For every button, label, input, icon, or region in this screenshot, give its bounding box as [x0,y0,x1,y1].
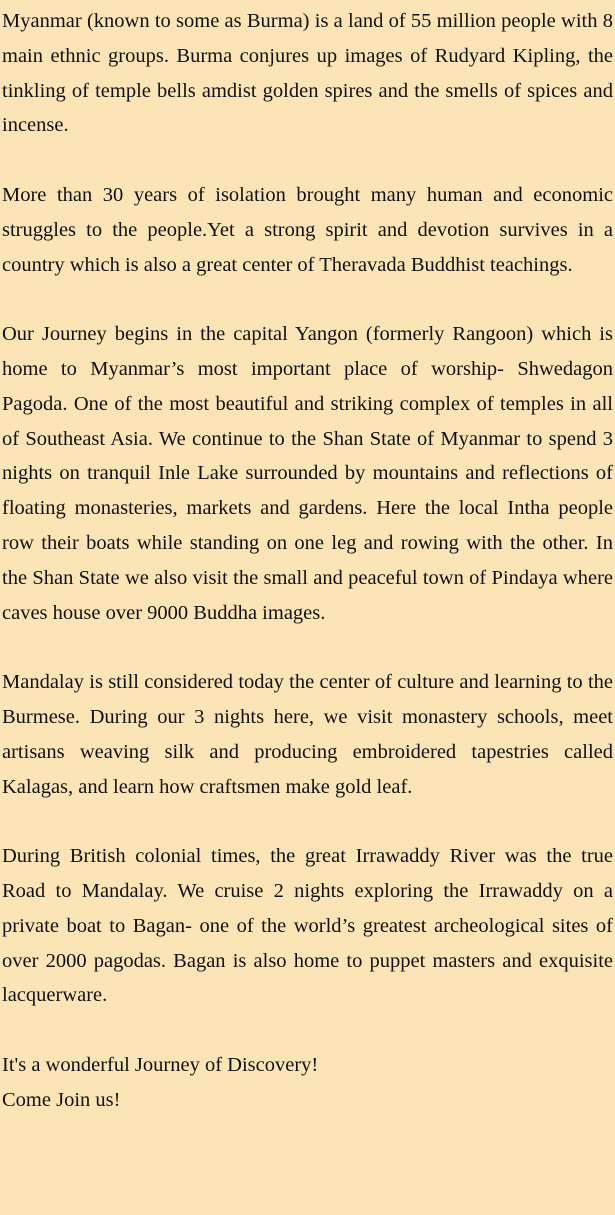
history-paragraph: More than 30 years of isolation brought many human and economic struggles to the people.Yet a strong spirit and devotion survives in a country which is also a great center of Theravada Buddhist teachings. [2,183,613,276]
paragraph-spacer [2,804,613,839]
closing-line-discovery: It's a wonderful Journey of Discovery! [2,1053,319,1076]
paragraph-spacer [2,282,613,317]
intro-paragraph: Myanmar (known to some as Burma) is a land of 55 million people with 8 main ethnic groups. Burma conjures up images of Rudyard Kipling, the tinkling of temple bells amdist golden spires and the smells of spices and incense. [2,10,613,137]
closing-lines [2,1048,613,1118]
irrawaddy-bagan-paragraph: During British colonial times, the great Irrawaddy River was the true Road to Mandalay. We cruise 2 nights exploring the Irrawaddy on a private boat to Bagan- one of the world’s greatest archeological sites of over 2000 pagodas. Bagan is also home to puppet masters and exquisite lacquerware. [2,845,613,1007]
paragraph-spacer [2,630,613,665]
paragraph-spacer [2,1013,613,1048]
paragraph-spacer [2,143,613,178]
yangon-inle-paragraph: Our Journey begins in the capital Yangon (formerly Rangoon) which is home to Myanmar’s most important place of worship- Shwedagon Pagoda. One of the most beautiful and striking complex of temples in all of Southeast Asia. We continue to the Shan State of Myanmar to spend 3 nights on tranquil Inle Lake surrounded by mountains and reflections of floating monasteries, markets and gardens. Here the local Intha people row their boats while standing on one leg and rowing with the other. In the Shan State we also visit the small and peaceful town of Pindaya where caves house over 9000 Buddha images. [2,323,613,624]
closing-line-join: Come Join us! [2,1088,121,1111]
mandalay-paragraph: Mandalay is still considered today the center of culture and learning to the Burmese. During our 3 nights here, we visit monastery schools, meet artisans weaving silk and producing embroidered tapestries called Kalagas, and learn how craftsmen make gold leaf. [2,671,613,798]
